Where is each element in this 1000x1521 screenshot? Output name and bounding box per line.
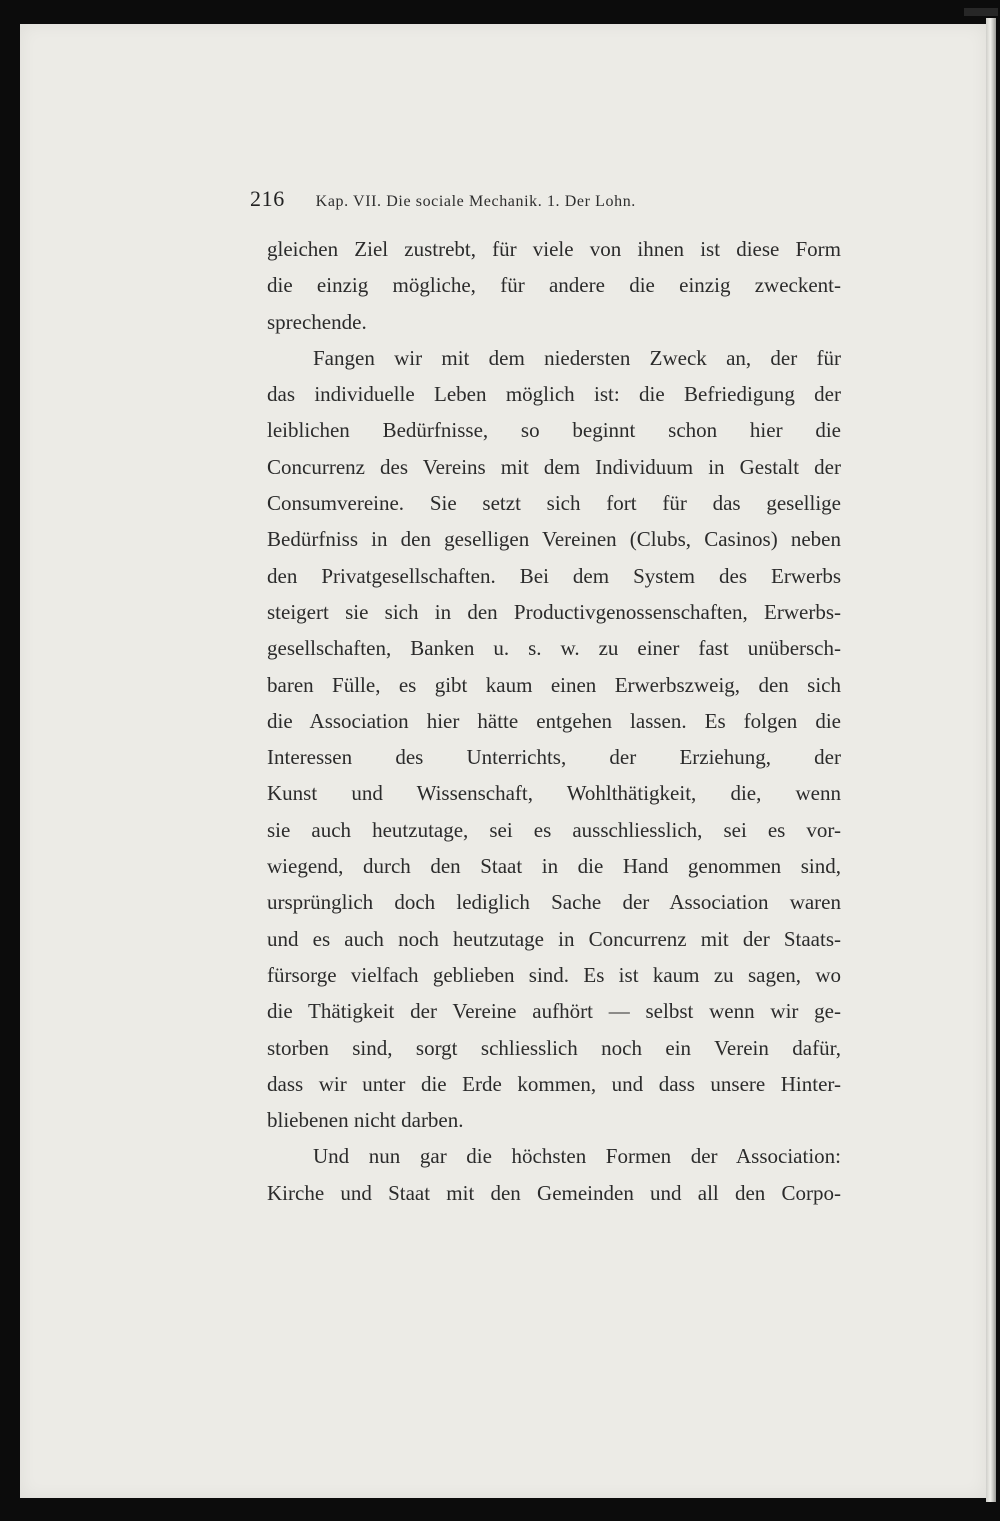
text-line: steigert sie sich in den Productivgenossenschaften, Erwerbs- <box>267 599 841 624</box>
text-line: gesellschaften, Banken u. s. w. zu einer fast unübersch- <box>267 636 841 661</box>
text-line: bliebenen nicht darben. <box>267 1108 464 1133</box>
text-line: sie auch heutzutage, sei es ausschliesslich, sei es vor- <box>267 817 841 842</box>
text-line: und es auch noch heutzutage in Concurrenz mit der Staats- <box>267 926 841 951</box>
body-text <box>267 231 841 1211</box>
text-line: Consumvereine. Sie setzt sich fort für das gesellige <box>267 491 841 516</box>
text-line: ursprünglich doch lediglich Sache der Association waren <box>267 890 841 915</box>
text-line: Interessen des Unterrichts, der Erziehung, der <box>267 745 841 770</box>
text-line: baren Fülle, es gibt kaum einen Erwerbszweig, den sich <box>267 672 841 697</box>
text-line: sprechende. <box>267 309 367 334</box>
paragraph-1 <box>267 231 841 340</box>
text-line: Concurrenz des Vereins mit dem Individuum in Gestalt der <box>267 454 841 479</box>
text-line: Und nun gar die höchsten Formen der Association: <box>313 1144 841 1169</box>
text-line: den Privatgesellschaften. Bei dem System des Erwerbs <box>267 563 841 588</box>
text-line: fürsorge vielfach geblieben sind. Es ist kaum zu sagen, wo <box>267 962 841 987</box>
page-number: 216 <box>250 186 285 211</box>
text-line: dass wir unter die Erde kommen, und dass unsere Hinter- <box>267 1071 841 1096</box>
text-line: das individuelle Leben möglich ist: die Befriedigung der <box>267 382 841 407</box>
page-header <box>250 186 840 212</box>
paragraph-3 <box>267 1138 841 1211</box>
text-line: die einzig mögliche, für andere die einzig zweckent- <box>267 273 841 298</box>
text-line: Bedürfniss in den geselligen Vereinen (Clubs, Casinos) neben <box>267 527 841 552</box>
page-edge <box>986 18 996 1502</box>
text-line: Kirche und Staat mit den Gemeinden und all den Corpo- <box>267 1180 841 1205</box>
text-line: gleichen Ziel zustrebt, für viele von ihnen ist diese Form <box>267 237 841 261</box>
text-line: leiblichen Bedürfnisse, so beginnt schon hier die <box>267 418 841 443</box>
scan-mark <box>964 8 998 16</box>
text-line: die Association hier hätte entgehen lassen. Es folgen die <box>267 708 841 733</box>
text-line: Fangen wir mit dem niedersten Zweck an, der für <box>313 345 841 370</box>
text-line: Kunst und Wissenschaft, Wohlthätigkeit, die, wenn <box>267 781 841 806</box>
text-line: die Thätigkeit der Vereine aufhört — selbst wenn wir ge- <box>267 999 841 1024</box>
text-line: wiegend, durch den Staat in die Hand genommen sind, <box>267 854 841 879</box>
text-line: storben sind, sorgt schliesslich noch ein Verein dafür, <box>267 1035 841 1060</box>
running-head: Kap. VII. Die sociale Mechanik. 1. Der Lohn. <box>315 193 636 210</box>
paragraph-2 <box>267 340 841 1139</box>
